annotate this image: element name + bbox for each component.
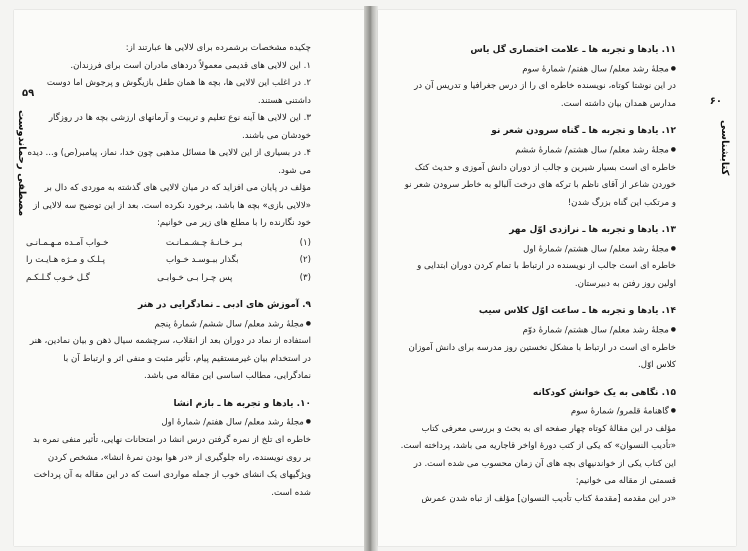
section-heading: ۱۱. یادها و تجربه ها ـ علامت اختصاری گل یاس	[470, 45, 676, 55]
section-heading: ۱۰. یادها و تجربه ها ـ بازم انشا	[173, 398, 311, 409]
right-page	[378, 10, 736, 546]
section-source: ● مجلهٔ رشد معلم/ سال هشتم/ شمارهٔ اول	[398, 240, 676, 259]
section-text: در این نوشتا کوتاه، نویسنده خاطره ای را از درس جغرافیا و تدریس آن در مدارس همدان بیان داشته است.	[414, 81, 676, 109]
section-text: خاطره ای است در ارتباط با مشکل نخستین روز مدرسه برای دانش آموزان کلاس اوّل.	[408, 342, 676, 370]
section-text: مؤلف در این مقالهٔ کوتاه چهار صفحه ای به بحث و بررسی معرفی کتاب «تأدیب النسوان» که یکی از کتب دورهٔ اواخر قاجاریه می باشد، پرداخته است. این کتاب یکی از خواندنیهای بچه های آن زمان محسوب می شده است. در قسمتی از مقاله می خوانیم:	[400, 423, 676, 487]
section-text: استفاده از نماد در دوران بعد از انقلاب، سرچشمه سیال ذهن و بیان نمادین، هنر در استخدام بیان غیرمستقیم پیام، تأثیر مثبت و منفی اثر و ارتباط آن با نمادگرایی، مطالب اساسی این مقاله می باشد.	[29, 336, 311, 382]
intro-text: چکیده مشخصات برشمرده برای لالایی ها عبارتند از:	[125, 43, 311, 53]
page-number: ۵۹	[22, 88, 35, 99]
poem-line: (۱) بـر خـانـهٔ چـشـمـانـت خـواب آمـده مـهـمـانـی	[26, 237, 311, 248]
page-body	[398, 42, 676, 508]
section-text: خاطره ای است بسیار شیرین و جالب از دوران دانش آموزی و حدیث کتک خوردن شاعر از آقای ناظم با ترکه های درخت آلبالو به خاطر سرودن شعر نو و مرتکب این گناه بزرگ شدن!	[404, 162, 676, 208]
poem-line: (۳) پس چـرا بـی خـوابـی گـل خـوب گـلـکـم	[26, 272, 311, 283]
section-text: خاطره ای تلخ از نمره گرفتن درس انشا در امتحانات نهایی، تأثیر منفی نمره بد بر روی نویسنده، راه جلوگیری از «در هوا بودن نمرهٔ انشا»، مشخص کردن ویژگیهای یک انشای خوب از جمله مواردی است که در این مقاله به آن پرداخت شده است.	[33, 435, 311, 498]
list-item: ۲. در اغلب این لالایی ها، بچه ها همان طفل بازیگوش و پرجوش اما دوست داشتنی هستند.	[46, 78, 311, 106]
list-item: ۳. این لالایی ها آینه نوع تعلیم و تربیت و آرمانهای ارزشی بچه ها در روزگار خودشان می باشند.	[48, 113, 311, 141]
section-heading: ۹. آموزش های ادبی ـ نمادگرایی در هنر	[137, 300, 311, 310]
section-quote: «در این مقدمه [مقدمهٔ کتاب تأدیب النسوان] مؤلف از تباه شدن عمرش	[421, 493, 676, 504]
page-number: ۶۰	[709, 96, 722, 107]
section-source: ● مجلهٔ رشد معلم/ سال ششم/ شمارهٔ پنجم	[26, 315, 311, 334]
section-source: ● مجلهٔ رشد معلم/ سال هشتم/ شمارهٔ دوّم	[398, 321, 676, 340]
section-source: ● مجلهٔ رشد معلم/ سال هشتم/ شمارهٔ ششم	[398, 141, 676, 160]
section-heading: ۱۵. نگاهی به یک خوانش کودکانه	[532, 387, 676, 398]
poem-line: (۲) بگذار ببـوسـد خـواب پـلـک و مـژه هـایـت را	[26, 255, 311, 265]
section-source: ● مجلهٔ رشد معلم/ سال هفتم/ شمارهٔ سوم	[398, 60, 676, 79]
book-gutter	[364, 6, 378, 551]
page-body	[26, 40, 311, 502]
section-text: خاطره ای است جالب از نویسنده در ارتباط با تمام کردن دوران ابتدایی و اولین روز رفتن به دبیرستان.	[417, 261, 676, 289]
section-heading: ۱۴. یادها و تجربه ها ـ ساعت اوّل کلاس سیب	[478, 306, 676, 317]
left-page	[14, 10, 364, 546]
section-heading: ۱۳. یادها و تجربه ها ـ نرازدی اوّل مهر	[509, 225, 676, 235]
list-item: ۴. در بسیاری از این لالایی ها مسائل مذهبی چون خدا، نماز، پیامبر(ص) و... دیده می شود.	[27, 148, 311, 176]
poem-list	[26, 235, 311, 288]
running-header: مصطفى رحماندوست	[16, 110, 27, 217]
list-item: ۱. این لالایی های قدیمی معمولاً دردهای مادران است برای فرزندان.	[70, 60, 311, 71]
conclusion-text: مؤلف در پایان می افزاید که در میان لالایی های گذشته به موردی که دال بر «لالایی بازی» بچه ها باشد، برخورد نکرده است. بعد از این توضیح سه لالایی از خود نگارنده را با مطلع های زیر می خوانیم:	[33, 183, 311, 228]
section-source: ● گاهنامهٔ قلمرو/ شمارهٔ سوم	[398, 402, 676, 421]
section-heading: ۱۲. یادها و تجربه ها ـ گناه سرودن شعر نو	[491, 126, 676, 137]
section-source: ● مجلهٔ رشد معلم/ سال هفتم/ شمارهٔ اول	[26, 413, 311, 432]
running-header: کتابشناسی	[719, 120, 730, 176]
